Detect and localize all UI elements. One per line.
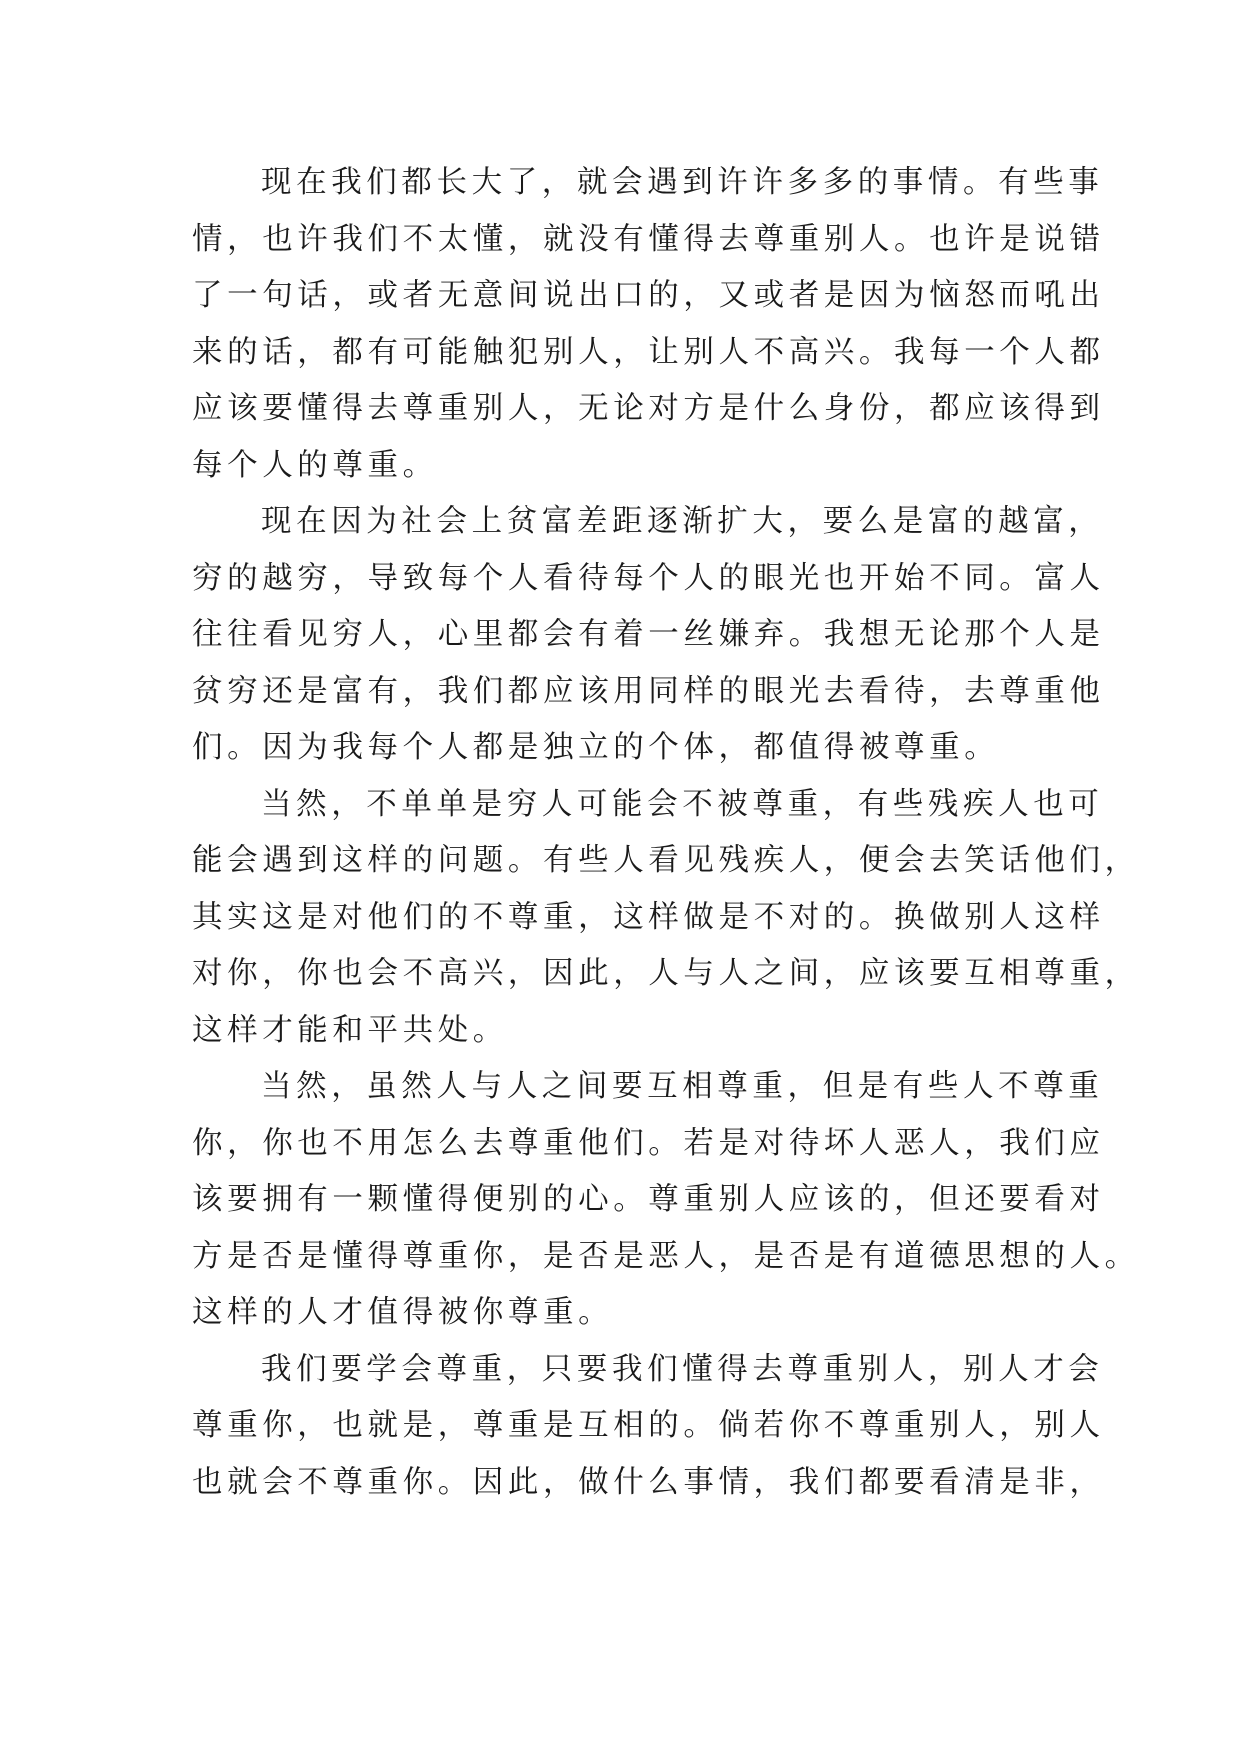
paragraph-2 [192, 494, 1105, 777]
text-line: 应该要懂得去尊重别人，无论对方是什么身份，都应该得到 [192, 391, 1105, 426]
text-line: 方是否是懂得尊重你，是否是恶人，是否是有道德思想的人。 [192, 1238, 1140, 1274]
text-line: 情，也许我们不太懂，就没有懂得去尊重别人。也许是说错 [192, 221, 1105, 257]
text-line: 其实这是对他们的不尊重，这样做是不对的。换做别人这样 [192, 899, 1105, 935]
text-line: 每个人的尊重。 [192, 447, 438, 483]
text-line: 当然，虽然人与人之间要互相尊重，但是有些人不尊重 [261, 1069, 1104, 1104]
text-line: 了一句话，或者无意间说出口的，又或者是因为恼怒而吼出 [192, 278, 1105, 313]
text-line: 也就会不尊重你。因此，做什么事情，我们都要看清是非， [192, 1464, 1105, 1500]
text-line: 往往看见穷人，心里都会有着一丝嫌弃。我想无论那个人是 [192, 617, 1105, 652]
paragraph-5 [192, 1342, 1105, 1512]
text-line: 这样的人才值得被你尊重。 [192, 1295, 614, 1330]
text-line: 对你，你也会不高兴，因此，人与人之间，应该要互相尊重， [192, 956, 1140, 991]
text-line: 当然，不单单是穷人可能会不被尊重，有些残疾人也可 [261, 786, 1104, 822]
paragraph-3 [192, 777, 1140, 1060]
paragraph-1 [192, 155, 1105, 494]
text-line: 该要拥有一颗懂得便别的心。尊重别人应该的，但还要看对 [192, 1182, 1105, 1217]
text-line: 这样才能和平共处。 [192, 1012, 508, 1048]
text-line: 现在我们都长大了，就会遇到许许多多的事情。有些事 [261, 165, 1104, 200]
text-line: 能会遇到这样的问题。有些人看见残疾人，便会去笑话他们， [192, 843, 1140, 878]
text-line: 穷的越穷，导致每个人看待每个人的眼光也开始不同。富人 [192, 560, 1105, 596]
text-line: 贫穷还是富有，我们都应该用同样的眼光去看待，去尊重他 [192, 673, 1105, 709]
document-body [192, 155, 1140, 1511]
text-line: 现在因为社会上贫富差距逐渐扩大，要么是富的越富， [261, 504, 1104, 539]
text-line: 尊重你，也就是，尊重是互相的。倘若你不尊重别人，别人 [192, 1408, 1105, 1443]
paragraph-4 [192, 1059, 1140, 1342]
text-line: 们。因为我每个人都是独立的个体，都值得被尊重。 [192, 730, 1000, 765]
text-line: 我们要学会尊重，只要我们懂得去尊重别人，别人才会 [261, 1351, 1104, 1387]
text-line: 来的话，都有可能触犯别人，让别人不高兴。我每一个人都 [192, 334, 1105, 370]
text-line: 你，你也不用怎么去尊重他们。若是对待坏人恶人，我们应 [192, 1125, 1105, 1161]
